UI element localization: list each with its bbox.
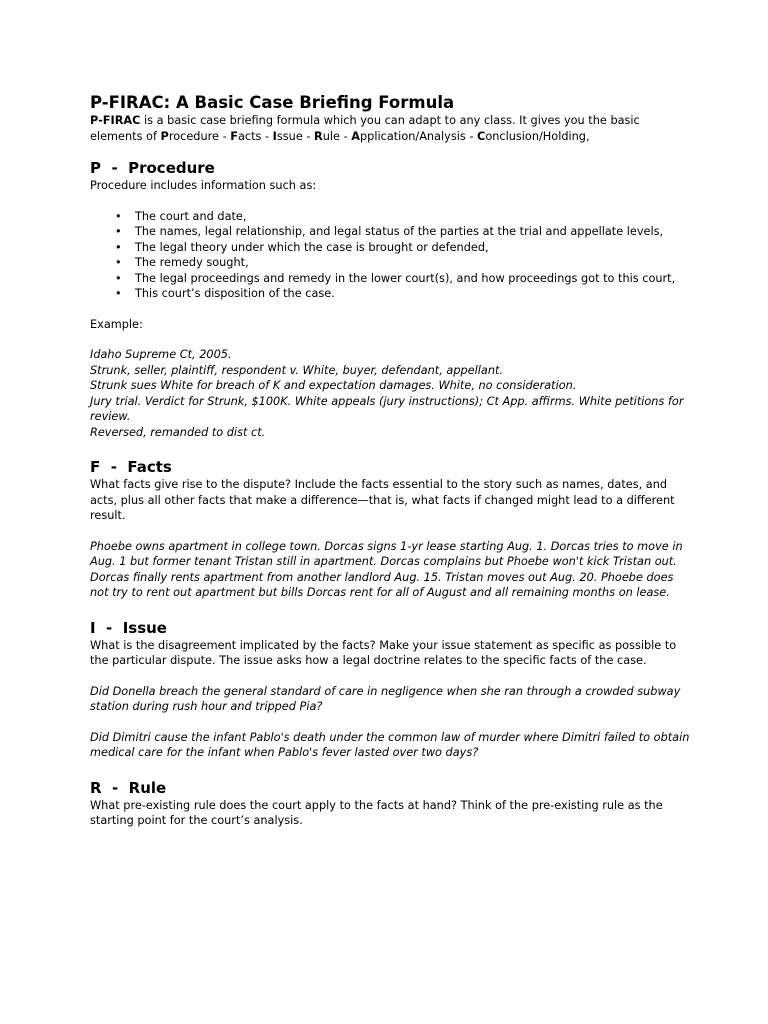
intro-p-letter: P xyxy=(160,129,169,143)
list-item: • The remedy sought, xyxy=(135,255,690,271)
procedure-intro: Procedure includes information such as: xyxy=(90,179,317,192)
example-line: Strunk sues White for breach of K and expectation damages. White, no consideration. xyxy=(90,379,577,392)
list-item: • The legal proceedings and remedy in the lower court(s), and how proceedings got to this court, xyxy=(135,271,690,287)
issue-example-1: Did Donella breach the general standard of care in negligence when she ran through a crowded subway station during rush hour and tripped Pia? xyxy=(90,684,681,713)
intro-c-rest: onclusion/Holding, xyxy=(485,129,590,143)
rule-text: What pre-existing rule does the court apply to the facts at hand? Think of the pre-existing rule as the starting point for the court’s analysis. xyxy=(90,798,663,827)
intro-f-rest: acts - xyxy=(237,129,273,143)
example-label: Example: xyxy=(90,317,143,331)
facts-heading: F - Facts xyxy=(90,458,172,476)
intro-text: is a basic case briefing formula which you can adapt to any class. It gives you the basic elements of xyxy=(90,114,640,143)
example-line: Reversed, remanded to dist ct. xyxy=(90,425,266,439)
procedure-heading: P - Procedure xyxy=(90,159,215,177)
facts-example: Phoebe owns apartment in college town. Dorcas signs 1-yr lease starting Aug. 1. Dorcas tries to move in Aug. 1 but former tenant Tristan still in apartment. Dorcas complains but Phoebe won't kick Tristan out. Dorcas finally rents apartment from another landlord Aug. 15. Tristan moves out Aug. 20. Phoebe does not try to rent out apartment but bills Dorcas rent for all of August and all remaining months on lease. xyxy=(90,539,683,599)
issue-example-2: Did Dimitri cause the infant Pablo's death under the common law of murder where Dimitri failed to obtain medical care for the infant when Pablo's fever lasted over two days? xyxy=(90,730,690,759)
list-item: • The legal theory under which the case is brought or defended, xyxy=(135,240,690,256)
intro-c-letter: C xyxy=(477,129,486,143)
example-line: Idaho Supreme Ct, 2005. xyxy=(90,348,232,361)
procedure-list xyxy=(90,209,690,302)
example-line: Strunk, seller, plaintiff, respondent v. White, buyer, defendant, appellant. xyxy=(90,363,503,377)
list-item: • The names, legal relationship, and legal status of the parties at the trial and appellate levels, xyxy=(135,224,690,240)
procedure-example xyxy=(90,347,690,440)
intro-p-rest: rocedure - xyxy=(168,129,231,143)
issue-heading: I - Issue xyxy=(90,618,167,637)
intro-a-letter: A xyxy=(351,129,360,143)
intro-i-rest: ssue - xyxy=(276,129,315,143)
document-body xyxy=(90,93,690,829)
intro-r-letter: R xyxy=(314,129,323,143)
list-item: • The court and date, xyxy=(135,209,690,225)
intro-r-rest: ule - xyxy=(322,129,352,143)
list-item: • This court’s disposition of the case. xyxy=(135,286,690,302)
example-line: Jury trial. Verdict for Strunk, $100K. White appeals (jury instructions); Ct App. affirms. White petitions for review. xyxy=(90,394,684,423)
intro-paragraph xyxy=(90,113,690,144)
intro-a-rest: pplication/Analysis - xyxy=(360,129,478,143)
intro-lead: P-FIRAC xyxy=(90,114,141,127)
intro-i-letter: I xyxy=(272,129,277,143)
facts-text: What facts give rise to the dispute? Include the facts essential to the story such as names, dates, and acts, plus all other facts that make a difference—that is, what facts if changed might lead to a different result. xyxy=(90,478,675,522)
document-title: P-FIRAC: A Basic Case Briefing Formula xyxy=(90,93,455,112)
intro-f-letter: F xyxy=(230,129,238,143)
rule-heading: R - Rule xyxy=(90,778,167,797)
issue-text: What is the disagreement implicated by the facts? Make your issue statement as specific as possible to the particular dispute. The issue asks how a legal doctrine relates to the specific facts of the case. xyxy=(90,638,677,667)
